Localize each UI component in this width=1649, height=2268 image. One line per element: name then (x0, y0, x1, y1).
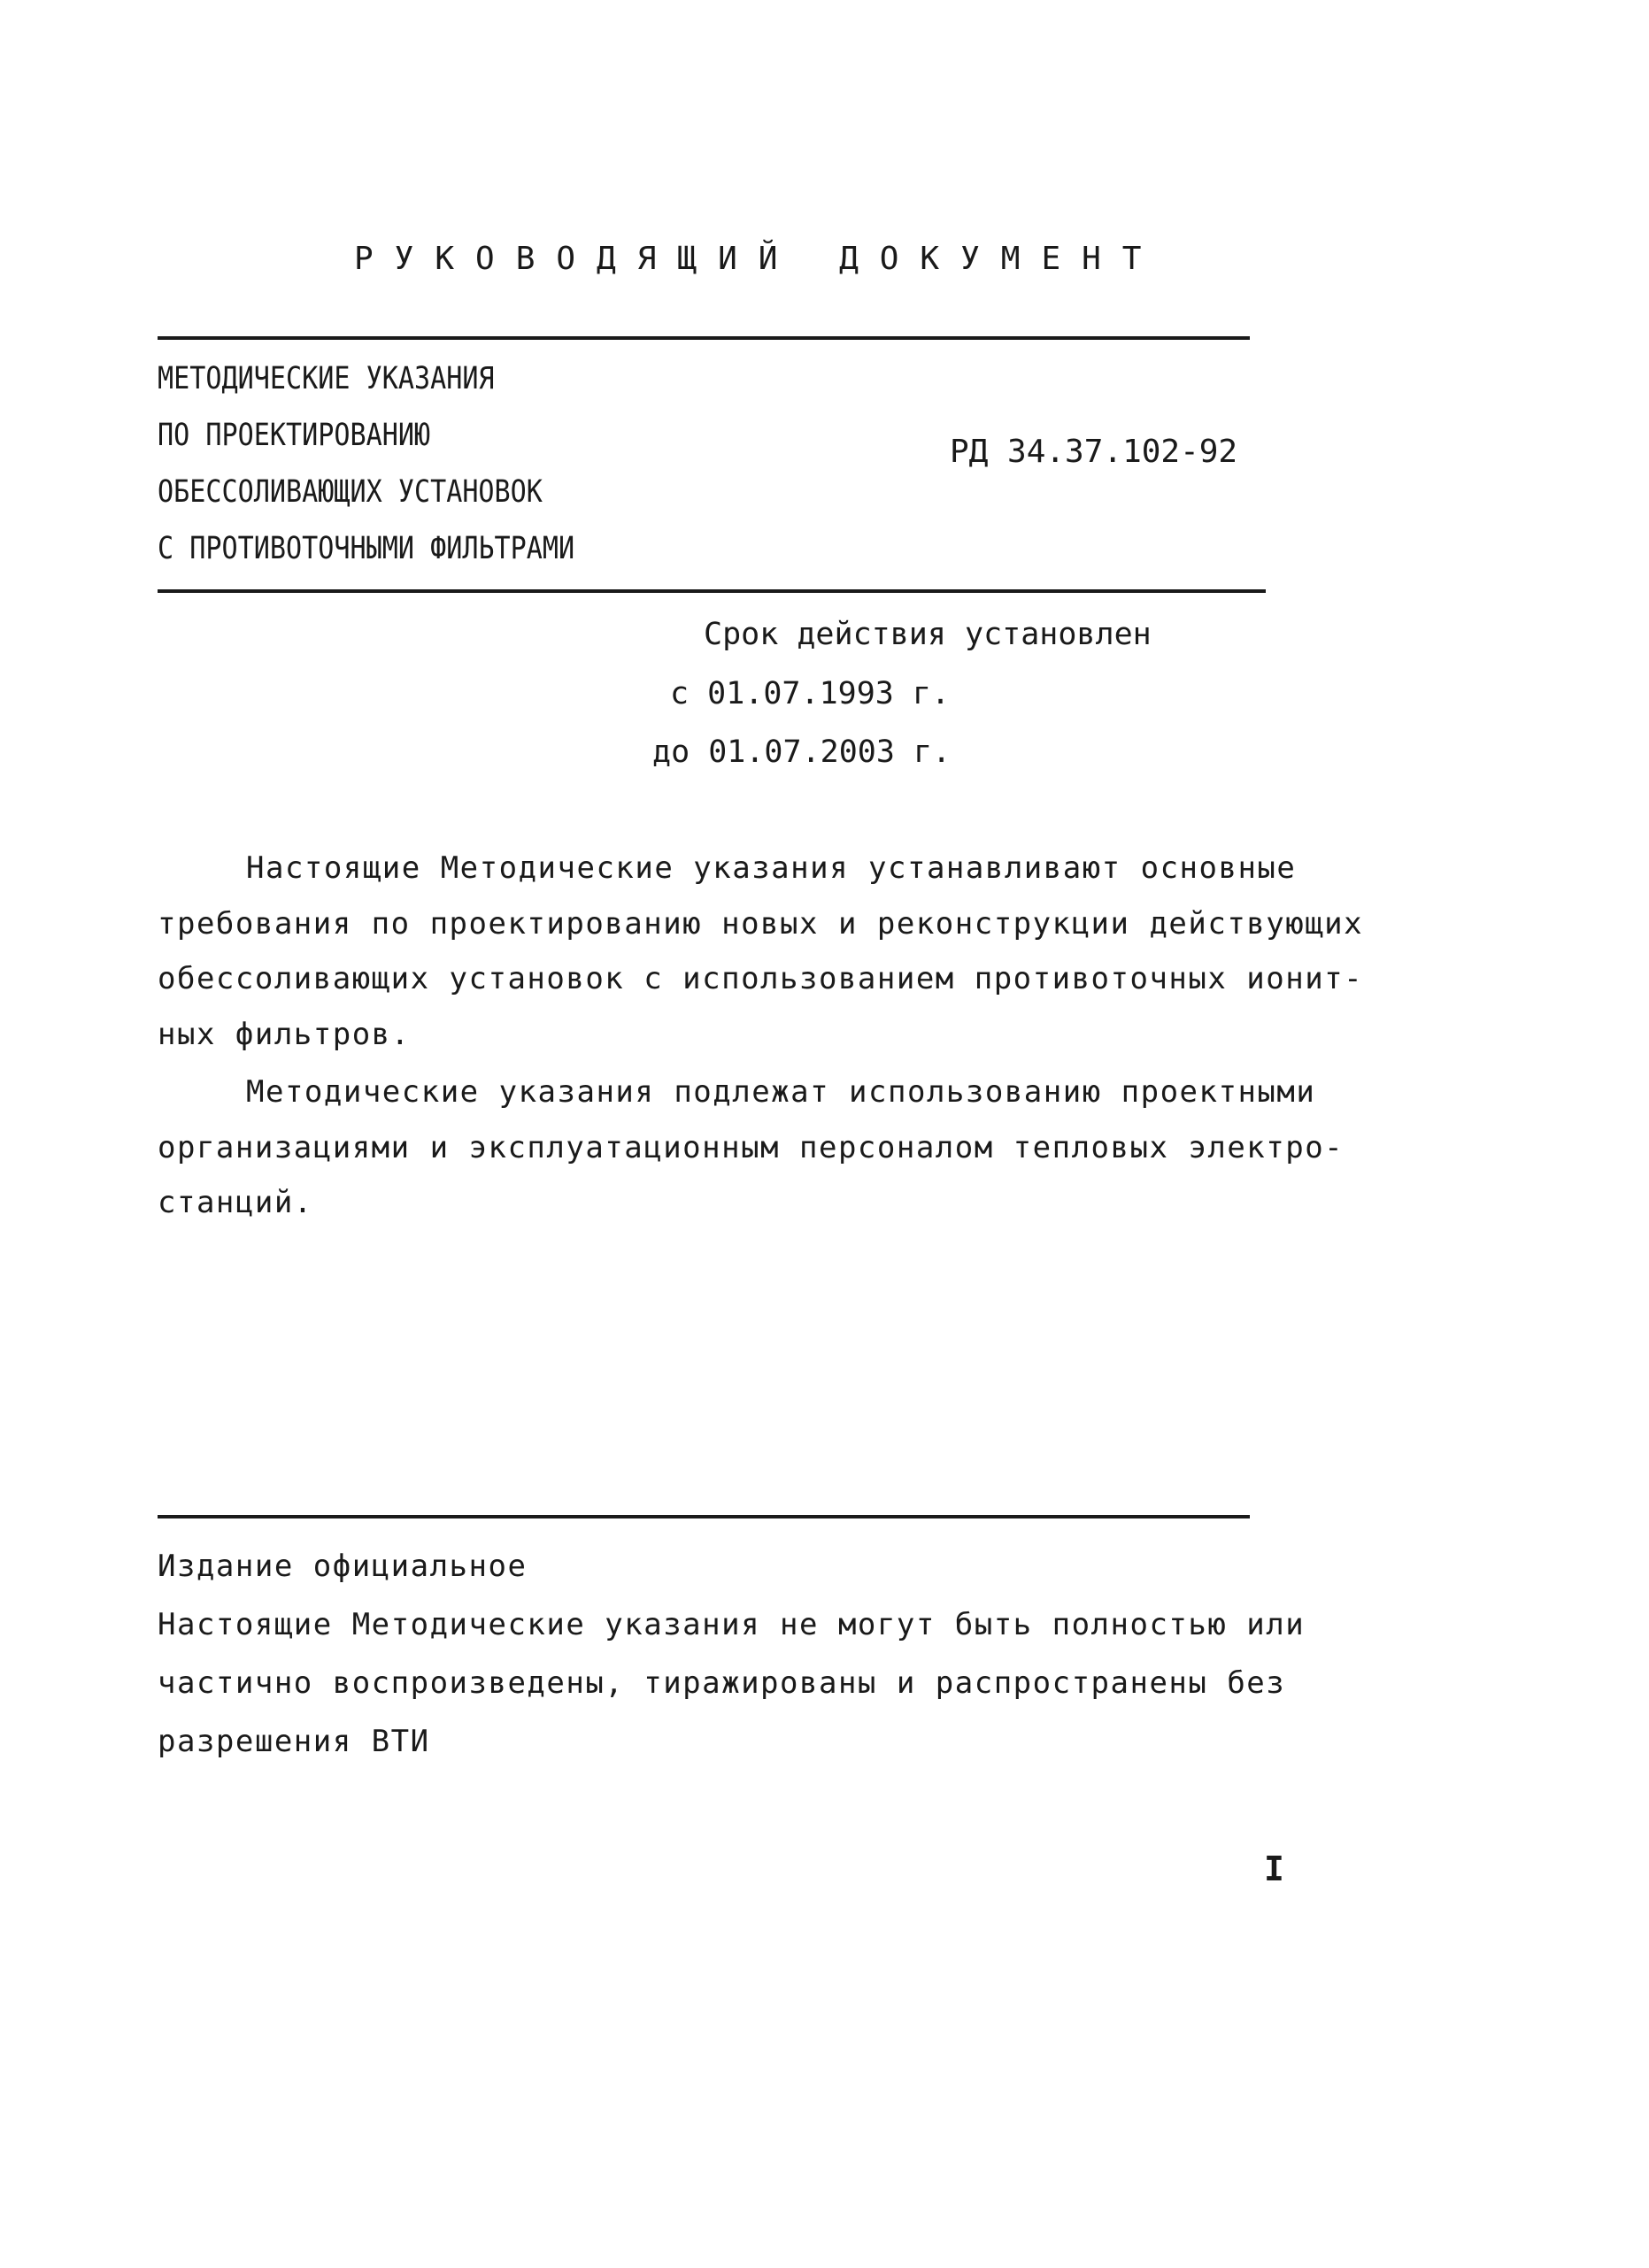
title-line-2: ПО ПРОЕКТИРОВАНИЮ (158, 418, 431, 453)
title-line-3: ОБЕССОЛИВАЮЩИХ УСТАНОВОК (158, 474, 543, 510)
validity-label: Срок действия установлен (704, 617, 1152, 652)
paragraph-scope (158, 841, 1364, 1062)
paragraph-line: обессоливающих установок с использованием противоточных ионит- (158, 961, 1364, 996)
paragraph-line: Настоящие Методические указания устанавливают основные (246, 850, 1297, 886)
title-divider (158, 589, 1266, 593)
paragraph-line: организациями и эксплуатационным персоналом тепловых электро- (158, 1129, 1345, 1165)
paragraph-line: Методические указания подлежат использованию проектными (246, 1074, 1316, 1110)
paragraph-line: ных фильтров. (158, 1016, 411, 1052)
footer-divider (158, 1515, 1250, 1518)
document-type-header: РУКОВОДЯЩИЙ ДОКУМЕНТ (354, 241, 1163, 277)
title-line-4: С ПРОТИВОТОЧНЫМИ ФИЛЬТРАМИ (158, 531, 575, 566)
validity-from: с 01.07.1993 г. (670, 676, 951, 711)
page-number: I (1264, 1849, 1284, 1888)
notice-line: Настоящие Методические указания не могут быть полностью или (158, 1607, 1306, 1642)
paragraph-line: станций. (158, 1185, 313, 1220)
footer-notice (158, 1537, 1305, 1771)
top-divider (158, 336, 1250, 340)
validity-to: до 01.07.2003 г. (652, 734, 952, 770)
notice-line: частично воспроизведены, тиражированы и распространены без (158, 1665, 1286, 1701)
document-code: РД 34.37.102-92 (950, 434, 1238, 470)
notice-line: разрешения ВТИ (158, 1724, 430, 1759)
title-line-1: МЕТОДИЧЕСКИЕ УКАЗАНИЯ (158, 361, 495, 396)
paragraph-audience (158, 1065, 1345, 1231)
paragraph-line: требования по проектированию новых и реконструкции действующих (158, 905, 1364, 942)
edition-label: Издание официальное (158, 1549, 528, 1584)
